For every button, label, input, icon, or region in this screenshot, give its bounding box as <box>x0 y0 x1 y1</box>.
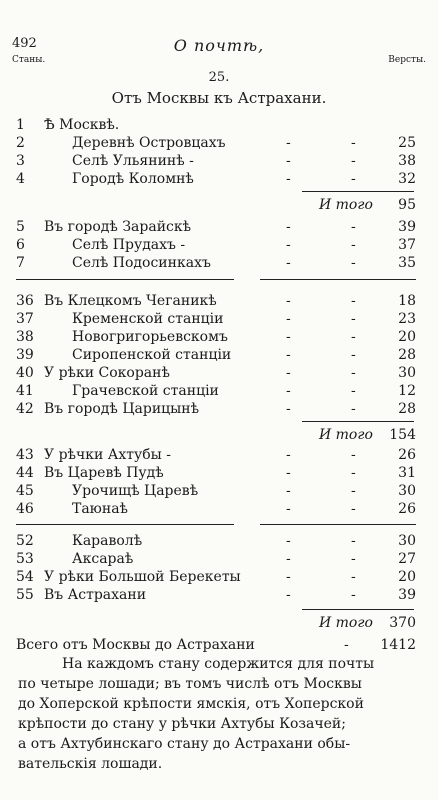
station-number: 6 <box>16 237 25 253</box>
leader-dash: - <box>286 551 291 567</box>
station-number: 36 <box>16 293 34 309</box>
table-row <box>16 310 416 328</box>
leader-dash: - <box>351 551 356 567</box>
table-row <box>16 586 416 604</box>
station-name: У рѣки Сокоранѣ <box>44 365 170 381</box>
station-number: 41 <box>16 383 34 399</box>
leader-dash: - <box>286 569 291 585</box>
distance-versts: 38 <box>398 153 416 169</box>
station-name: У рѣки Большой Берекеты <box>44 569 241 585</box>
station-number: 43 <box>16 447 34 463</box>
table-row <box>16 532 416 550</box>
station-name: Городѣ Коломнѣ <box>72 171 194 187</box>
leader-dash: - <box>286 171 291 187</box>
table-row <box>16 134 416 152</box>
table-row <box>16 464 416 482</box>
distance-versts: 32 <box>398 171 416 187</box>
leader-dash: - <box>351 501 356 517</box>
table-row <box>16 364 416 382</box>
station-number: 4 <box>16 171 25 187</box>
leader-dash: - <box>286 587 291 603</box>
leader-dash: - <box>351 347 356 363</box>
grand-total-label: Всего отъ Москвы до Астрахани <box>16 637 255 653</box>
omission-rule <box>260 524 416 525</box>
distance-versts: 28 <box>398 347 416 363</box>
route-title: Отъ Москвы къ Астрахани. <box>111 89 327 107</box>
subtotal-row <box>16 614 416 632</box>
paragraph-line: вательскія лошади. <box>18 756 163 772</box>
subtotal-rule <box>302 421 414 422</box>
station-number: 3 <box>16 153 25 169</box>
distance-versts: 26 <box>398 447 416 463</box>
station-number: 42 <box>16 401 34 417</box>
table-row <box>16 328 416 346</box>
table-row <box>16 254 416 272</box>
station-number: 2 <box>16 135 25 151</box>
station-name: Новогригорьевскомъ <box>72 329 228 345</box>
leader-dash: - <box>286 383 291 399</box>
distance-versts: 23 <box>398 311 416 327</box>
omission-rule <box>16 524 234 525</box>
omission-rule <box>16 279 234 280</box>
table-row <box>16 550 416 568</box>
table-row <box>16 382 416 400</box>
grand-total-value: 1412 <box>380 637 416 653</box>
station-name: Селѣ Прудахъ - <box>72 237 186 253</box>
leader-dash: - <box>351 135 356 151</box>
distance-versts: 28 <box>398 401 416 417</box>
table-row <box>16 152 416 170</box>
section-number: 25. <box>208 70 230 85</box>
leader-dash: - <box>286 347 291 363</box>
paragraph-line: до Хоперской крѣпости ямскія, отъ Хоперской <box>18 696 364 712</box>
footnote-paragraph <box>18 654 416 774</box>
table-row <box>16 500 416 518</box>
subtotal-label: И того <box>319 427 373 443</box>
table-row <box>16 116 416 134</box>
station-number: 46 <box>16 501 34 517</box>
leader-dash: - <box>286 483 291 499</box>
leader-dash: - <box>351 365 356 381</box>
leader-dash: - <box>351 293 356 309</box>
station-name: Кременской станціи <box>72 311 224 327</box>
paragraph-line: а отъ Ахтубинскаго стану до Астрахани обы- <box>18 736 351 752</box>
leader-dash: - <box>286 365 291 381</box>
leader-dash: - <box>351 569 356 585</box>
distance-versts: 39 <box>398 219 416 235</box>
station-name: Грачевской станціи <box>72 383 219 399</box>
table-row <box>16 482 416 500</box>
leader-dash: - <box>351 465 356 481</box>
subtotal-rule <box>302 609 414 610</box>
station-name: Въ Астрахани <box>44 587 147 603</box>
leader-dash: - <box>286 153 291 169</box>
leader-dash: - <box>344 637 349 653</box>
leader-dash: - <box>286 135 291 151</box>
distance-versts: 30 <box>398 365 416 381</box>
leader-dash: - <box>286 533 291 549</box>
distance-versts: 26 <box>398 501 416 517</box>
station-name: У рѣчки Ахтубы - <box>44 447 171 463</box>
leader-dash: - <box>351 401 356 417</box>
station-number: 5 <box>16 219 25 235</box>
leader-dash: - <box>351 237 356 253</box>
distance-versts: 31 <box>398 465 416 481</box>
distance-versts: 30 <box>398 483 416 499</box>
subtotal-rule <box>302 191 414 192</box>
omission-rule <box>260 279 416 280</box>
paragraph-line: крѣпости до стану у рѣчки Ахтубы Козачей; <box>18 716 346 732</box>
leader-dash: - <box>286 311 291 327</box>
subtotal-label: И того <box>319 615 373 631</box>
leader-dash: - <box>286 447 291 463</box>
leader-dash: - <box>351 533 356 549</box>
leader-dash: - <box>351 483 356 499</box>
page-number: 492 <box>12 36 37 51</box>
paragraph-line: по четыре лошади; въ томъ числѣ отъ Москвы <box>18 676 362 692</box>
running-title: О почтѣ, <box>173 36 265 55</box>
station-number: 53 <box>16 551 34 567</box>
table-row <box>16 568 416 586</box>
station-number: 45 <box>16 483 34 499</box>
leader-dash: - <box>351 153 356 169</box>
distance-versts: 20 <box>398 329 416 345</box>
distance-versts: 12 <box>398 383 416 399</box>
station-number: 52 <box>16 533 34 549</box>
leader-dash: - <box>351 171 356 187</box>
station-number: 54 <box>16 569 34 585</box>
leader-dash: - <box>286 465 291 481</box>
distance-versts: 39 <box>398 587 416 603</box>
station-name: Ѣ Москвѣ. <box>44 117 120 133</box>
table-row <box>16 446 416 464</box>
leader-dash: - <box>351 447 356 463</box>
table-row <box>16 218 416 236</box>
column-head-stations: Станы. <box>12 55 46 65</box>
station-number: 37 <box>16 311 34 327</box>
table-row <box>16 400 416 418</box>
distance-versts: 25 <box>398 135 416 151</box>
leader-dash: - <box>351 255 356 271</box>
table-row <box>16 236 416 254</box>
leader-dash: - <box>286 329 291 345</box>
paragraph-line: На каждомъ стану содержится для почты <box>62 656 375 672</box>
table-row <box>16 292 416 310</box>
station-number: 44 <box>16 465 34 481</box>
station-number: 1 <box>16 117 25 133</box>
page-header <box>12 36 426 65</box>
station-name: Сиропенской станціи <box>72 347 232 363</box>
leader-dash: - <box>351 329 356 345</box>
subtotal-row <box>16 426 416 444</box>
station-name: Таюнаѣ <box>72 501 128 517</box>
station-name: Деревнѣ Островцахъ <box>72 135 226 151</box>
subtotal-label: И того <box>319 197 373 213</box>
leader-dash: - <box>351 587 356 603</box>
leader-dash: - <box>286 219 291 235</box>
station-name: Аксараѣ <box>72 551 134 567</box>
leader-dash: - <box>286 255 291 271</box>
distance-versts: 18 <box>398 293 416 309</box>
station-name: Урочищѣ Царевѣ <box>72 483 199 499</box>
station-name: Караволѣ <box>72 533 143 549</box>
subtotal-row <box>16 196 416 214</box>
leader-dash: - <box>286 237 291 253</box>
station-number: 39 <box>16 347 34 363</box>
station-number: 7 <box>16 255 25 271</box>
leader-dash: - <box>286 501 291 517</box>
station-number: 40 <box>16 365 34 381</box>
table-row <box>16 170 416 188</box>
distance-versts: 37 <box>398 237 416 253</box>
station-number: 55 <box>16 587 34 603</box>
station-name: Селѣ Подосинкахъ <box>72 255 211 271</box>
subtotal-value: 154 <box>389 427 416 443</box>
leader-dash: - <box>286 401 291 417</box>
station-name: Селѣ Ульянинѣ - <box>72 153 194 169</box>
station-number: 38 <box>16 329 34 345</box>
distance-versts: 30 <box>398 533 416 549</box>
station-name: Въ Клецкомъ Чеганикѣ <box>44 293 217 309</box>
leader-dash: - <box>351 311 356 327</box>
table-row <box>16 346 416 364</box>
leader-dash: - <box>351 219 356 235</box>
column-head-versts: Версты. <box>388 55 426 65</box>
distance-versts: 27 <box>398 551 416 567</box>
station-name: Въ Царевѣ Пудѣ <box>44 465 164 481</box>
subtotal-value: 95 <box>398 197 416 213</box>
distance-versts: 35 <box>398 255 416 271</box>
distance-versts: 20 <box>398 569 416 585</box>
subtotal-value: 370 <box>389 615 416 631</box>
station-name: Въ городѣ Царицынѣ <box>44 401 200 417</box>
leader-dash: - <box>351 383 356 399</box>
leader-dash: - <box>286 293 291 309</box>
station-name: Въ городѣ Зарайскѣ <box>44 219 192 235</box>
grand-total-row <box>16 636 416 654</box>
